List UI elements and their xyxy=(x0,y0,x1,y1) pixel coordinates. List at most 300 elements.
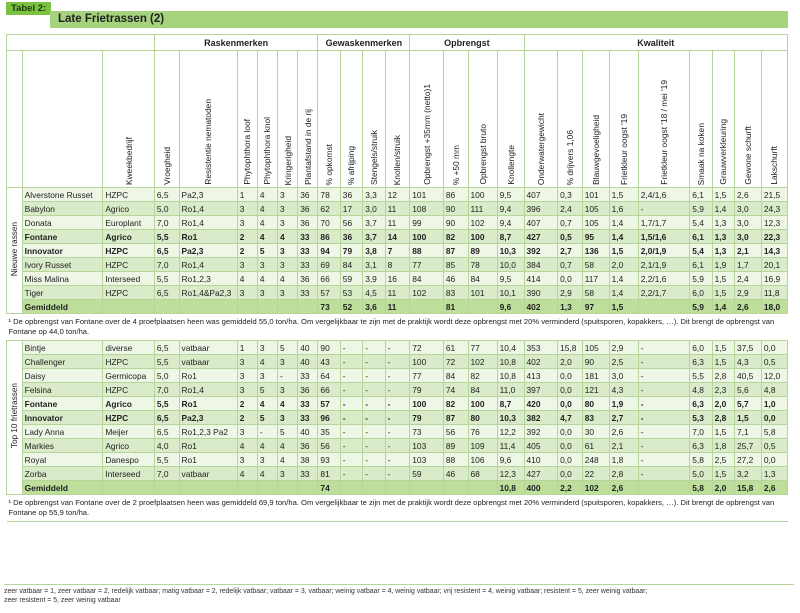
table-cell: 82 xyxy=(443,230,468,244)
table-cell: 36 xyxy=(298,188,318,202)
table-cell: 3,7 xyxy=(363,216,385,230)
table-cell: 40 xyxy=(298,355,318,369)
table-cell: 5,5 xyxy=(690,369,712,383)
table-row xyxy=(7,202,788,216)
column-header xyxy=(257,51,277,188)
table-cell: 5,8 xyxy=(690,453,712,467)
table-cell: 1,3 xyxy=(712,244,734,258)
table-cell: 102 xyxy=(410,286,444,300)
table-cell xyxy=(179,481,237,495)
table-cell: 4,3 xyxy=(609,383,638,397)
table-row xyxy=(7,258,788,272)
table-cell: Pa2,3 xyxy=(179,188,237,202)
table-cell: - xyxy=(385,467,410,481)
table-cell: 56 xyxy=(318,439,340,453)
table-cell: 3 xyxy=(278,411,298,425)
table-cell: 81 xyxy=(443,300,468,314)
table-cell: 5,5 xyxy=(154,453,179,467)
table-cell: 12,3 xyxy=(761,216,787,230)
table-cell: - xyxy=(638,369,690,383)
table-cell: 2 xyxy=(237,230,257,244)
table-cell: 35 xyxy=(318,425,340,439)
table-cell: 5 xyxy=(257,244,277,258)
table-cell: 2,6 xyxy=(735,300,762,314)
table-cell: 79 xyxy=(340,244,362,258)
table-cell: 4 xyxy=(257,230,277,244)
table-cell: - xyxy=(363,411,385,425)
table-cell: 0,0 xyxy=(558,453,583,467)
table-cell: 100 xyxy=(468,188,497,202)
table-cell: 33 xyxy=(298,230,318,244)
column-header-label: Blauwgevoeligheid xyxy=(590,115,601,185)
table-cell: 1,5/1,6 xyxy=(638,230,690,244)
group-gewaskenmerken: Gewaskenmerken xyxy=(318,35,410,51)
table-cell: 72 xyxy=(443,355,468,369)
table-cell: 400 xyxy=(524,481,558,495)
table-cell: HZPC xyxy=(103,286,155,300)
table-cell xyxy=(363,481,385,495)
table-cell: 18,0 xyxy=(761,300,787,314)
table-cell: 2,4 xyxy=(735,272,762,286)
table-cell: 3,0 xyxy=(735,216,762,230)
table-cell: 121 xyxy=(582,383,609,397)
table-cell: 36 xyxy=(298,272,318,286)
table-cell: 6,3 xyxy=(690,439,712,453)
table-cell: 69 xyxy=(318,258,340,272)
table-cell: - xyxy=(340,411,362,425)
column-header-label: Stengels/struik xyxy=(368,130,379,185)
table-cell: Ro1 xyxy=(179,397,237,411)
table-cell: 88 xyxy=(410,244,444,258)
table-cell: 46 xyxy=(443,272,468,286)
table-cell: - xyxy=(385,369,410,383)
table-cell: 61 xyxy=(443,341,468,355)
table-cell: 70 xyxy=(318,216,340,230)
table-cell: 5 xyxy=(278,341,298,355)
table-cell: Agrico xyxy=(103,397,155,411)
column-header xyxy=(761,51,787,188)
table-cell: Interseed xyxy=(103,467,155,481)
table-cell: 6,5 xyxy=(154,341,179,355)
table-cell: 7,0 xyxy=(690,425,712,439)
table-cell: 1,5 xyxy=(712,341,734,355)
table-cell: 4 xyxy=(257,467,277,481)
table-cell: 6,1 xyxy=(690,188,712,202)
footnote-row xyxy=(7,314,788,341)
column-header xyxy=(609,51,638,188)
column-header xyxy=(385,51,410,188)
column-header-label: Vroegheid xyxy=(161,147,172,185)
table-row xyxy=(7,188,788,202)
table-cell xyxy=(103,481,155,495)
table-cell: - xyxy=(363,341,385,355)
table-cell: Ro1 xyxy=(179,453,237,467)
table-cell: 3,9 xyxy=(363,272,385,286)
table-cell: 101 xyxy=(582,188,609,202)
table-cell: 6,5 xyxy=(154,188,179,202)
table-cell: 62 xyxy=(318,202,340,216)
section-top-10 xyxy=(7,341,788,522)
table-cell: 79 xyxy=(410,411,444,425)
section-new-varieties xyxy=(7,188,788,341)
table-cell: 100 xyxy=(468,397,497,411)
table-cell: 2,8 xyxy=(609,467,638,481)
table-cell: 10,3 xyxy=(497,411,524,425)
table-cell: 5 xyxy=(257,411,277,425)
table-cell: 1,4 xyxy=(609,230,638,244)
table-cell: 24,3 xyxy=(761,202,787,216)
column-header-label: Knollengte xyxy=(505,145,516,185)
table-row xyxy=(7,481,788,495)
table-row xyxy=(7,425,788,439)
table-cell: 2,2/1,7 xyxy=(638,286,690,300)
table-cell: 89 xyxy=(468,244,497,258)
table-cell: 11 xyxy=(385,300,410,314)
table-cell: Ro1 xyxy=(179,439,237,453)
table-cell: Ro1,4 xyxy=(179,258,237,272)
table-cell: 2,6 xyxy=(761,481,787,495)
variety-name: Felsina xyxy=(22,383,103,397)
table-cell: - xyxy=(340,383,362,397)
table-row xyxy=(7,355,788,369)
table-title: Late Frietrassen (2) xyxy=(50,11,788,28)
table-cell: 414 xyxy=(524,272,558,286)
table-cell: 11,8 xyxy=(761,286,787,300)
table-cell: 11 xyxy=(385,286,410,300)
table-cell: 74 xyxy=(443,383,468,397)
table-cell: 4 xyxy=(278,453,298,467)
variety-name: Fontane xyxy=(22,397,103,411)
table-cell: 16,9 xyxy=(761,272,787,286)
table-cell xyxy=(468,481,497,495)
table-cell: 4,8 xyxy=(761,383,787,397)
table-cell: 40 xyxy=(298,341,318,355)
column-header-label: Opbrengst +35mm (netto)1 xyxy=(421,84,432,185)
table-cell: 61 xyxy=(582,439,609,453)
table-cell: 2 xyxy=(237,244,257,258)
table-cell: 37,5 xyxy=(735,341,762,355)
table-cell: - xyxy=(638,439,690,453)
table-cell: 1,3 xyxy=(761,467,787,481)
table-cell: 382 xyxy=(524,411,558,425)
table-cell: 397 xyxy=(524,383,558,397)
table-cell: 97 xyxy=(582,300,609,314)
table-cell: 5,5 xyxy=(154,397,179,411)
table-cell: Ro1,4 xyxy=(179,383,237,397)
table-cell: 0,0 xyxy=(761,453,787,467)
table-cell xyxy=(340,481,362,495)
table-row xyxy=(7,244,788,258)
table-cell: Agrico xyxy=(103,202,155,216)
table-cell: 2,4/1,6 xyxy=(638,188,690,202)
table-cell: 5,0 xyxy=(690,467,712,481)
table-cell: 86 xyxy=(443,188,468,202)
table-cell: 396 xyxy=(524,202,558,216)
variety-name: Challenger xyxy=(22,355,103,369)
table-cell: 36 xyxy=(298,383,318,397)
table-cell: 392 xyxy=(524,425,558,439)
table-cell: 33 xyxy=(298,467,318,481)
table-cell: 36 xyxy=(340,230,362,244)
table-cell: - xyxy=(638,425,690,439)
table-cell: 100 xyxy=(468,230,497,244)
table-cell: 2,6 xyxy=(609,481,638,495)
table-cell: 109 xyxy=(468,439,497,453)
table-cell: - xyxy=(340,439,362,453)
table-cell: 66 xyxy=(318,272,340,286)
table-row xyxy=(7,383,788,397)
table-cell: 1,8 xyxy=(609,453,638,467)
table-cell xyxy=(257,300,277,314)
table-cell: 12 xyxy=(385,188,410,202)
table-cell: 5,5 xyxy=(154,230,179,244)
table-cell: 82 xyxy=(468,369,497,383)
variety-name: Alverstone Russet xyxy=(22,188,103,202)
table-cell: 2,2/1,6 xyxy=(638,272,690,286)
table-cell: - xyxy=(638,453,690,467)
table-cell: 82 xyxy=(443,397,468,411)
table-cell: 10,0 xyxy=(497,258,524,272)
table-cell: 43 xyxy=(318,355,340,369)
table-cell: 73 xyxy=(318,300,340,314)
table-cell: 8 xyxy=(385,258,410,272)
table-cell: 7,0 xyxy=(154,258,179,272)
table-cell: 33 xyxy=(298,258,318,272)
column-header-label: % drijvers 1,06 xyxy=(564,129,575,185)
variety-name: Gemiddeld xyxy=(22,481,103,495)
table-cell: 4,8 xyxy=(690,383,712,397)
table-cell: 1,4 xyxy=(712,202,734,216)
table-cell: 9,5 xyxy=(497,188,524,202)
table-cell: 59 xyxy=(340,272,362,286)
table-cell: - xyxy=(363,467,385,481)
table-cell: 3 xyxy=(237,369,257,383)
table-cell: vatbaar xyxy=(179,341,237,355)
variety-name: Markies xyxy=(22,439,103,453)
table-cell: 85 xyxy=(443,258,468,272)
table-cell: 86 xyxy=(318,230,340,244)
table-cell: 5,3 xyxy=(690,411,712,425)
table-cell: 3 xyxy=(237,286,257,300)
table-cell: Interseed xyxy=(103,272,155,286)
table-cell: 64 xyxy=(318,369,340,383)
table-cell: - xyxy=(385,397,410,411)
table-cell: 103 xyxy=(410,439,444,453)
table-cell: 52 xyxy=(340,300,362,314)
table-cell: Pa2,3 xyxy=(179,411,237,425)
column-header xyxy=(410,51,444,188)
table-cell: - xyxy=(638,467,690,481)
footnote-row xyxy=(7,495,788,522)
table-cell: 4 xyxy=(257,439,277,453)
column-header xyxy=(638,51,690,188)
table-cell: 136 xyxy=(582,244,609,258)
table-cell: 58 xyxy=(582,258,609,272)
table-cell: 80 xyxy=(468,411,497,425)
table-cell: 78 xyxy=(318,188,340,202)
table-cell: 10,8 xyxy=(497,481,524,495)
table-cell: 1,7 xyxy=(735,258,762,272)
table-cell: 30 xyxy=(582,425,609,439)
table-cell: - xyxy=(638,383,690,397)
table-cell: 9,4 xyxy=(497,202,524,216)
table-row xyxy=(7,369,788,383)
table-cell: 40 xyxy=(298,425,318,439)
table-cell: Ro1 xyxy=(179,230,237,244)
table-cell: 1,5 xyxy=(712,467,734,481)
table-cell: 79 xyxy=(410,383,444,397)
table-cell: 101 xyxy=(468,286,497,300)
table-cell: 2,9 xyxy=(735,286,762,300)
table-cell: 8,7 xyxy=(497,230,524,244)
table-cell: - xyxy=(385,355,410,369)
table-cell: 3 xyxy=(278,202,298,216)
table-cell: 6,3 xyxy=(690,397,712,411)
table-cell: 103 xyxy=(410,453,444,467)
table-cell: 4 xyxy=(257,355,277,369)
table-cell: 2,0 xyxy=(558,355,583,369)
table-cell: Ro1,2,3 Pa2 xyxy=(179,425,237,439)
table-cell: 4,7 xyxy=(558,411,583,425)
table-cell: 420 xyxy=(524,397,558,411)
table-cell: 1,5 xyxy=(609,300,638,314)
variety-name: Gemiddeld xyxy=(22,300,103,314)
table-cell: 11 xyxy=(385,202,410,216)
table-cell: Europlant xyxy=(103,216,155,230)
table-cell: vatbaar xyxy=(179,355,237,369)
table-cell: - xyxy=(340,425,362,439)
table-cell: 87 xyxy=(443,244,468,258)
table-cell: 2,1 xyxy=(735,244,762,258)
table-cell: 40,5 xyxy=(735,369,762,383)
table-cell: 4 xyxy=(278,272,298,286)
table-cell: 3,8 xyxy=(363,244,385,258)
table-row xyxy=(7,341,788,355)
table-cell: 0,0 xyxy=(761,411,787,425)
table-cell: Ro1,4 xyxy=(179,202,237,216)
table-cell: 21,5 xyxy=(761,188,787,202)
group-header-row xyxy=(7,35,788,51)
table-cell: 2,5 xyxy=(712,453,734,467)
table-cell xyxy=(638,481,690,495)
table-cell: 4 xyxy=(278,397,298,411)
table-cell: Germicopa xyxy=(103,369,155,383)
table-cell: 3 xyxy=(278,383,298,397)
column-header xyxy=(524,51,558,188)
table-cell: 2,0 xyxy=(609,258,638,272)
table-cell: 74 xyxy=(318,481,340,495)
table-cell: 15,8 xyxy=(558,341,583,355)
table-cell: 0,0 xyxy=(558,272,583,286)
table-cell: 72 xyxy=(410,341,444,355)
table-cell: Ro1,4&Pa2,3 xyxy=(179,286,237,300)
table-cell: 33 xyxy=(298,244,318,258)
group-raskenmerken: Raskenmerken xyxy=(154,35,318,51)
table-cell: - xyxy=(340,355,362,369)
table-cell: 102 xyxy=(582,481,609,495)
table-cell: 77 xyxy=(468,341,497,355)
column-header-label: Plantafstand in de rij xyxy=(302,109,313,185)
column-header xyxy=(237,51,257,188)
table-cell: 384 xyxy=(524,258,558,272)
table-cell: - xyxy=(278,369,298,383)
table-cell: 14,3 xyxy=(761,244,787,258)
table-cell: 102 xyxy=(468,216,497,230)
table-cell: 1,5 xyxy=(609,188,638,202)
table-cell: 58 xyxy=(582,286,609,300)
table-row xyxy=(7,272,788,286)
table-cell: 6,0 xyxy=(690,286,712,300)
table-cell: 4,3 xyxy=(735,355,762,369)
column-header-label: Onderwatergewicht xyxy=(535,112,546,185)
table-cell: 2,5 xyxy=(609,355,638,369)
table-cell: 76 xyxy=(468,425,497,439)
table-cell: Meijer xyxy=(103,425,155,439)
table-cell: 80 xyxy=(582,397,609,411)
table-cell: 2,9 xyxy=(558,286,583,300)
table-cell: 0,3 xyxy=(558,188,583,202)
table-cell: 3,0 xyxy=(609,369,638,383)
table-cell xyxy=(154,481,179,495)
column-header-label: Frietkleur oogst '19 xyxy=(618,114,629,185)
column-header-label: Gewone schurft xyxy=(742,126,753,185)
table-cell: 7 xyxy=(385,244,410,258)
table-cell: 3 xyxy=(278,188,298,202)
table-cell: 7,0 xyxy=(154,216,179,230)
table-cell: 11,0 xyxy=(497,383,524,397)
table-cell: - xyxy=(385,383,410,397)
table-cell: 25,7 xyxy=(735,439,762,453)
table-cell: 6,1 xyxy=(690,230,712,244)
column-header xyxy=(497,51,524,188)
table-cell: 90 xyxy=(443,202,468,216)
table-cell xyxy=(103,300,155,314)
table-cell: 33 xyxy=(298,397,318,411)
table-cell: Ro1,4 xyxy=(179,216,237,230)
table-cell: 3 xyxy=(257,258,277,272)
table-cell: 0,5 xyxy=(558,230,583,244)
table-cell: 1,4 xyxy=(609,272,638,286)
table-cell: Agrico xyxy=(103,439,155,453)
table-cell xyxy=(410,300,444,314)
table-cell: 248 xyxy=(582,453,609,467)
table-cell: 4 xyxy=(257,188,277,202)
table-cell: 402 xyxy=(524,300,558,314)
table-cell: 33 xyxy=(298,411,318,425)
table-cell: Agrico xyxy=(103,230,155,244)
table-cell: - xyxy=(638,355,690,369)
table-cell: 0,5 xyxy=(761,355,787,369)
table-cell: 5,9 xyxy=(690,300,712,314)
table-cell: - xyxy=(638,202,690,216)
table-cell: 90 xyxy=(582,355,609,369)
column-header-label: Grauwverkleuring xyxy=(718,119,729,185)
table-cell: 84 xyxy=(468,272,497,286)
table-cell: 3 xyxy=(278,467,298,481)
table-cell: 427 xyxy=(524,467,558,481)
variety-name: Fontane xyxy=(22,230,103,244)
table-cell: 12,3 xyxy=(497,467,524,481)
table-cell: 5,9 xyxy=(690,272,712,286)
table-cell: 38 xyxy=(298,453,318,467)
table-cell xyxy=(278,481,298,495)
table-cell: - xyxy=(340,467,362,481)
table-cell: 5,4 xyxy=(690,244,712,258)
table-cell xyxy=(237,481,257,495)
table-cell: 0,7 xyxy=(558,216,583,230)
table-cell: 117 xyxy=(582,272,609,286)
variety-name: Daisy xyxy=(22,369,103,383)
